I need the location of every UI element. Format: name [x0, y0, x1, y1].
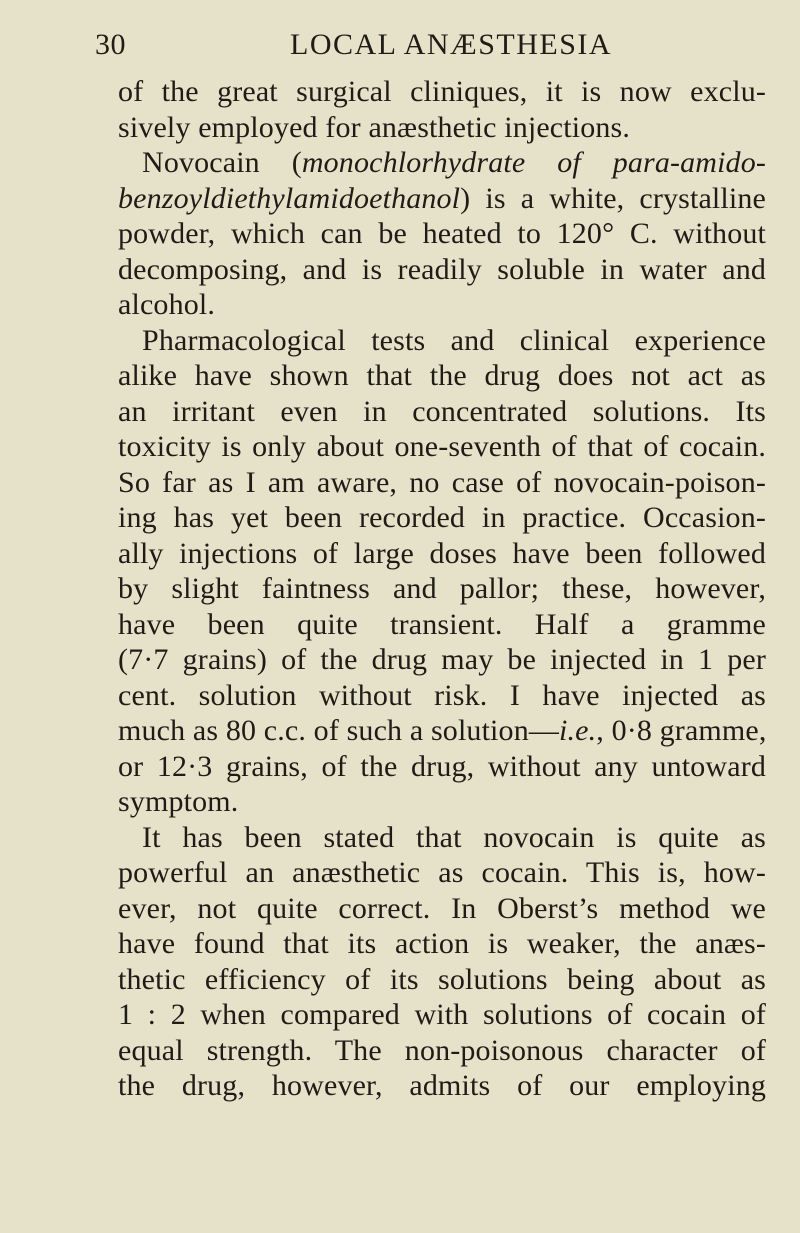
text-line [118, 181, 766, 217]
text-line: alike have shown that the drug does not act as [118, 359, 766, 392]
page-header [0, 28, 800, 62]
text-line: cent. solution without risk. I have injected as [118, 678, 766, 712]
text-line: have found that its action is weaker, the anæs- [118, 927, 766, 960]
text-line: powerful an anæsthetic as cocain. This is, how- [118, 856, 766, 889]
text-line: or 12·3 grains, of the drug, without any untoward [118, 749, 766, 783]
text-line: sively employed for anæsthetic injections. [118, 110, 631, 144]
text-line: Pharmacological tests and clinical experience [142, 323, 766, 357]
text-run: Novocain ( [142, 146, 302, 179]
text-line: alcohol. [118, 288, 216, 321]
text-line: an irritant even in concentrated solutions. Its [118, 394, 766, 428]
text-line: the drug, however, admits of our employing [118, 1069, 766, 1102]
text-line [118, 713, 766, 749]
text-run: much as 80 c.c. of such a solution— [118, 714, 559, 747]
italic-chemical-name: monochlorhydrate of para-amido- [301, 146, 766, 179]
text-line: (7·7 grains) of the drug may be injected in 1 per [118, 643, 766, 676]
text-run: , 0·8 gramme, [596, 714, 766, 747]
text-line: by slight faintness and pallor; these, however, [118, 572, 766, 605]
text-run: ) is a white, crystalline [460, 181, 766, 215]
text-line: symptom. [118, 785, 239, 818]
running-title: LOCAL ANÆSTHESIA [290, 28, 613, 61]
text-line [118, 145, 766, 181]
italic-chemical-name: benzoyldiethylamidoethanol [118, 181, 461, 215]
text-line: toxicity is only about one-seventh of that of cocain. [118, 430, 766, 463]
text-line: of the great surgical cliniques, it is now exclu- [118, 75, 766, 108]
text-line: ever, not quite correct. In Oberst’s method we [118, 891, 766, 925]
text-line: decomposing, and is readily soluble in water and [118, 252, 766, 286]
text-line: 1 : 2 when compared with solutions of cocain of [118, 998, 766, 1031]
text-line: ing has yet been recorded in practice. Occasion- [118, 501, 766, 534]
body-text [118, 74, 766, 1104]
italic-abbreviation: i.e. [559, 714, 597, 747]
text-line: equal strength. The non-poisonous character of [118, 1033, 766, 1067]
text-line: powder, which can be heated to 120° C. without [118, 217, 766, 250]
text-line: thetic efficiency of its solutions being about as [118, 962, 766, 996]
text-line: It has been stated that novocain is quite as [142, 820, 766, 854]
text-line: So far as I am aware, no case of novocain-poison- [118, 465, 766, 499]
text-line: ally injections of large doses have been followed [118, 536, 766, 570]
text-line: have been quite transient. Half a gramme [118, 607, 766, 641]
page-number: 30 [95, 28, 126, 61]
